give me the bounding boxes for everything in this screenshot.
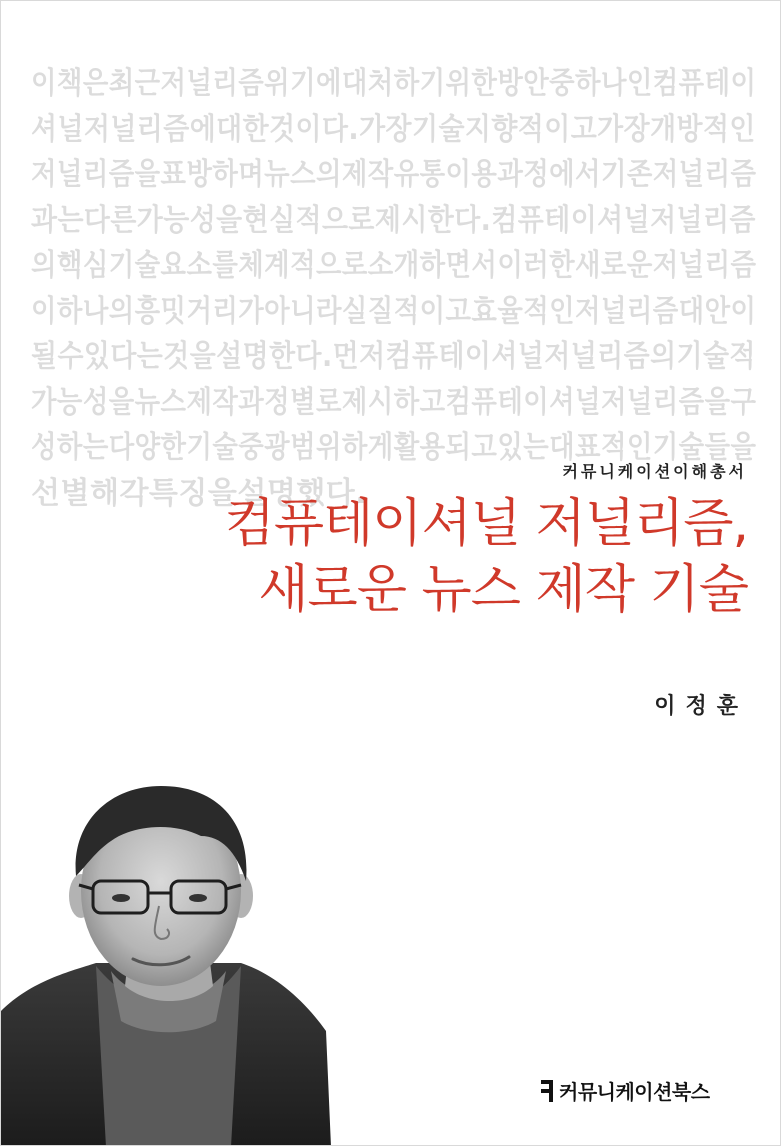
background-text-line: 의핵심기술요소를체계적으로소개하면서이러한새로운저널리즘 [31, 248, 757, 283]
author-name: 이정훈 [654, 694, 748, 719]
background-text-line: 이하나의흥밋거리가아니라실질적이고효율적인저널리즘대안이 [31, 293, 757, 329]
background-text-block [31, 61, 756, 516]
background-text-line: 이책은최근저널리즘위기에대처하기위한방안중하나인컴퓨테이 [31, 66, 757, 101]
background-text-line: 선별해각특징을설명했다. [31, 475, 368, 511]
author-photo [1, 781, 331, 1146]
book-title-line-1: 컴퓨테이셔널 저널리즘, [224, 494, 748, 554]
series-name: 커뮤니케이션이해총서 [562, 462, 747, 481]
background-text-line: 가능성을뉴스제작과정별로제시하고컴퓨테이셔널저널리즘을구 [31, 384, 757, 420]
book-title-line-2: 새로운 뉴스 제작 기술 [258, 560, 748, 620]
background-text-line: 저널리즘을표방하며뉴스의제작유통이용과정에서기존저널리즘 [31, 157, 757, 192]
background-text-line: 셔널저널리즘에대한것이다.가장기술지향적이고가장개방적인 [31, 111, 756, 147]
background-text-line: 될수있다는것을설명한다.먼저컴퓨테이셔널저널리즘의기술적 [31, 339, 756, 374]
publisher-name: 커뮤니케이션북스 [559, 1080, 710, 1104]
background-text-line: 성하는다양한기술중광범위하게활용되고있는대표적인기술들을 [31, 430, 757, 465]
publisher [541, 1076, 710, 1105]
book-title [225, 491, 748, 623]
background-text-line: 과는다른가능성을현실적으로제시한다.컴퓨테이셔널저널리즘 [31, 202, 756, 238]
publisher-logo-icon [541, 1080, 553, 1102]
